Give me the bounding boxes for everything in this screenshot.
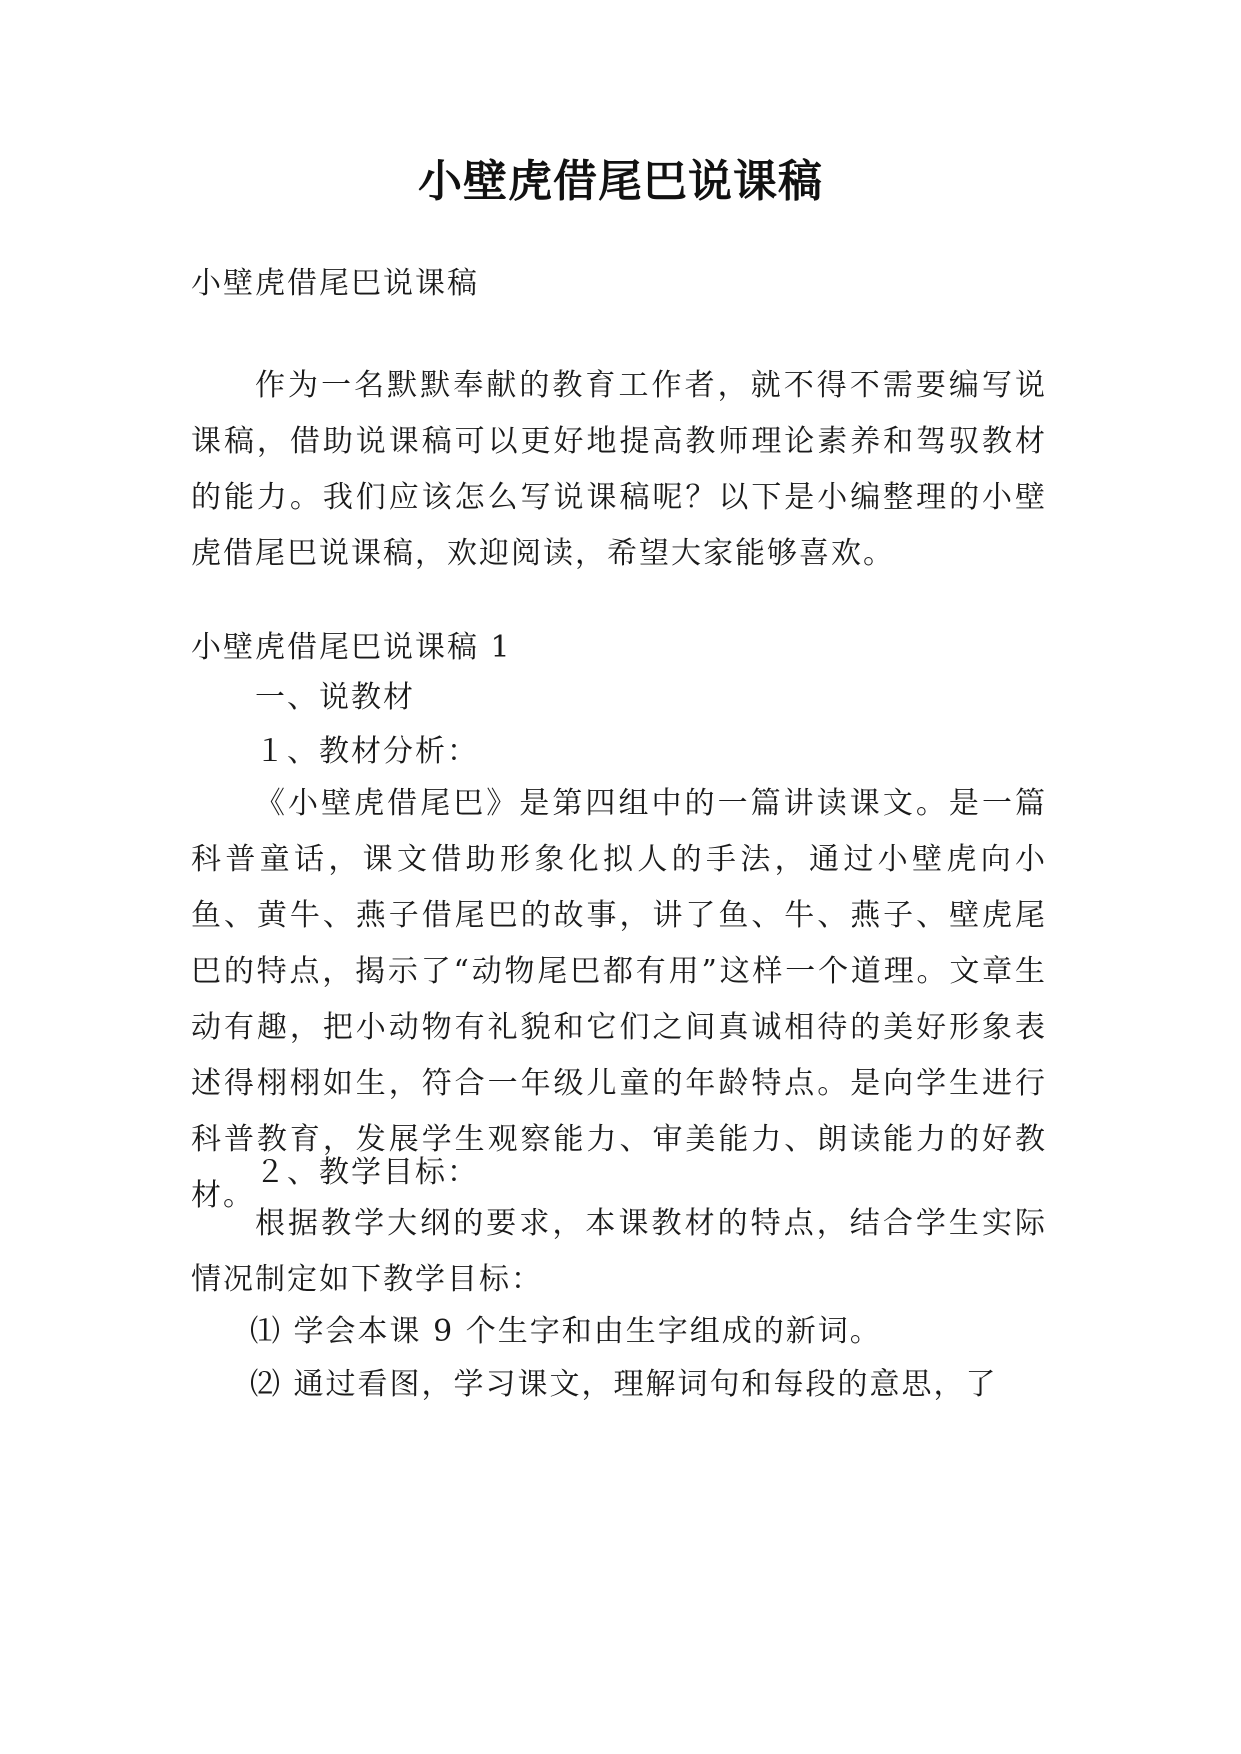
goal-item-2: ⑵ 通过看图，学习课文，理解词句和每段的意思，了	[250, 1367, 998, 1402]
analysis-paragraph: 《小壁虎借尾巴》是第四组中的一篇讲读课文。是一篇科普童话，课文借助形象化拟人的手法，通过小壁虎向小鱼、黄牛、燕子借尾巴的故事，讲了鱼、牛、燕子、壁虎尾巴的特点，揭示了“动物尾巴都有用”这样一个道理。文章生动有趣，把小动物有礼貌和它们之间真诚相待的美好形象表述得栩栩如生，符合一年级儿童的年龄特点。是向学生进行科普教育，发展学生观察能力、审美能力、朗读能力的好教材。	[191, 786, 1047, 1213]
document-subtitle: 小壁虎借尾巴说课稿	[191, 266, 479, 301]
heading-teaching-material: 一、说教材	[255, 680, 415, 715]
goal-item-1: ⑴ 学会本课 9 个生字和由生字组成的新词。	[250, 1314, 882, 1349]
goals-intro-paragraph: 根据教学大纲的要求，本课教材的特点，结合学生实际情况制定如下教学目标：	[191, 1206, 1047, 1297]
section-title: 小壁虎借尾巴说课稿 1	[191, 630, 512, 665]
document-title: 小壁虎借尾巴说课稿	[418, 156, 823, 207]
intro-paragraph: 作为一名默默奉献的教育工作者，就不得不需要编写说课稿，借助说课稿可以更好地提高教师理论素养和驾驭教材的能力。我们应该怎么写说课稿呢？以下是小编整理的小壁虎借尾巴说课稿，欢迎阅读，希望大家能够喜欢。	[191, 368, 1047, 571]
subheading-material-analysis: １、教材分析：	[255, 734, 479, 769]
subheading-teaching-goals: ２、教学目标：	[255, 1155, 479, 1190]
